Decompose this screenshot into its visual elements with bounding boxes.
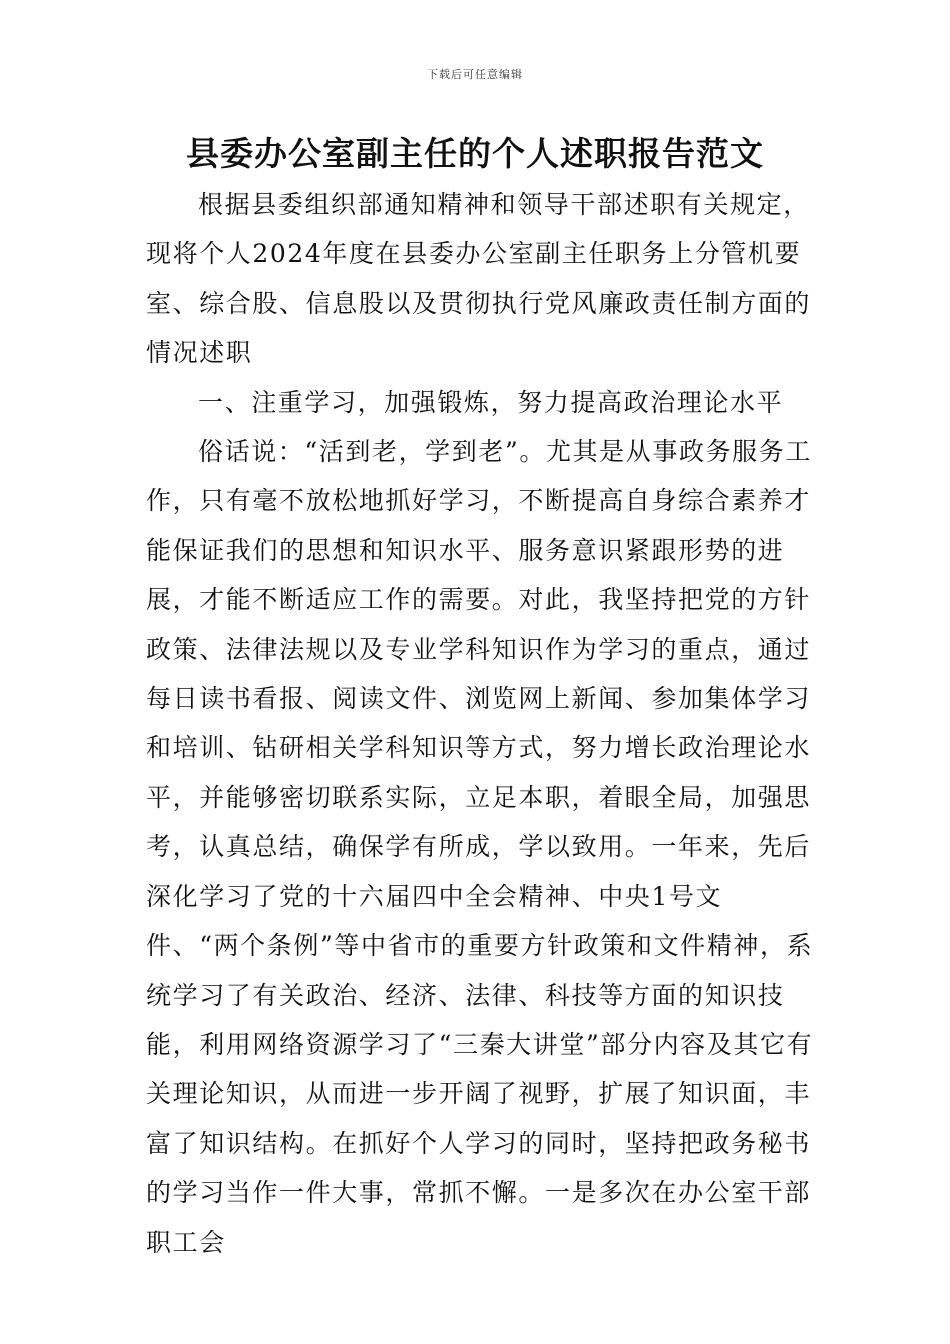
document-body [146, 180, 814, 1267]
document-title: 县委办公室副主任的个人述职报告范文 [186, 134, 764, 173]
section-heading: 一、注重学习，加强锻炼，努力提高政治理论水平 [198, 387, 784, 417]
header-note: 下载后可任意编辑 [427, 68, 523, 81]
intro-paragraph: 根据县委组织部通知精神和领导干部述职有关规定，现将个人2024年度在县委办公室副主任职务上分管机要室、综合股、信息股以及贯彻执行党风廉政责任制方面的情况述职 [146, 190, 812, 368]
section-paragraph: 俗话说：“活到老，学到老”。尤其是从事政务服务工作，只有毫不放松地抓好学习，不断提高自身综合素养才能保证我们的思想和知识水平、服务意识紧跟形势的进展，才能不断适应工作的需要。对此，我坚持把党的方针政策、法律法规以及专业学科知识作为学习的重点，通过每日读书看报、阅读文件、浏览网上新闻、参加集体学习和培训、钻研相关学科知识等方式，努力增长政治理论水平，并能够密切联系实际，立足本职，着眼全局，加强思考，认真总结，确保学有所成，学以致用。一年来，先后深化学习了党的十六届四中全会精神、中央1号文件、“两个条例”等中省市的重要方针政策和文件精神，系统学习了有关政治、经济、法律、科技等方面的知识技能，利用网络资源学习了“三秦大讲堂”部分内容及其它有关理论知识，从而进一步开阔了视野，扩展了知识面，丰富了知识结构。在抓好个人学习的同时，坚持把政务秘书的学习当作一件大事，常抓不懈。一是多次在办公室干部职工会 [146, 437, 814, 1257]
